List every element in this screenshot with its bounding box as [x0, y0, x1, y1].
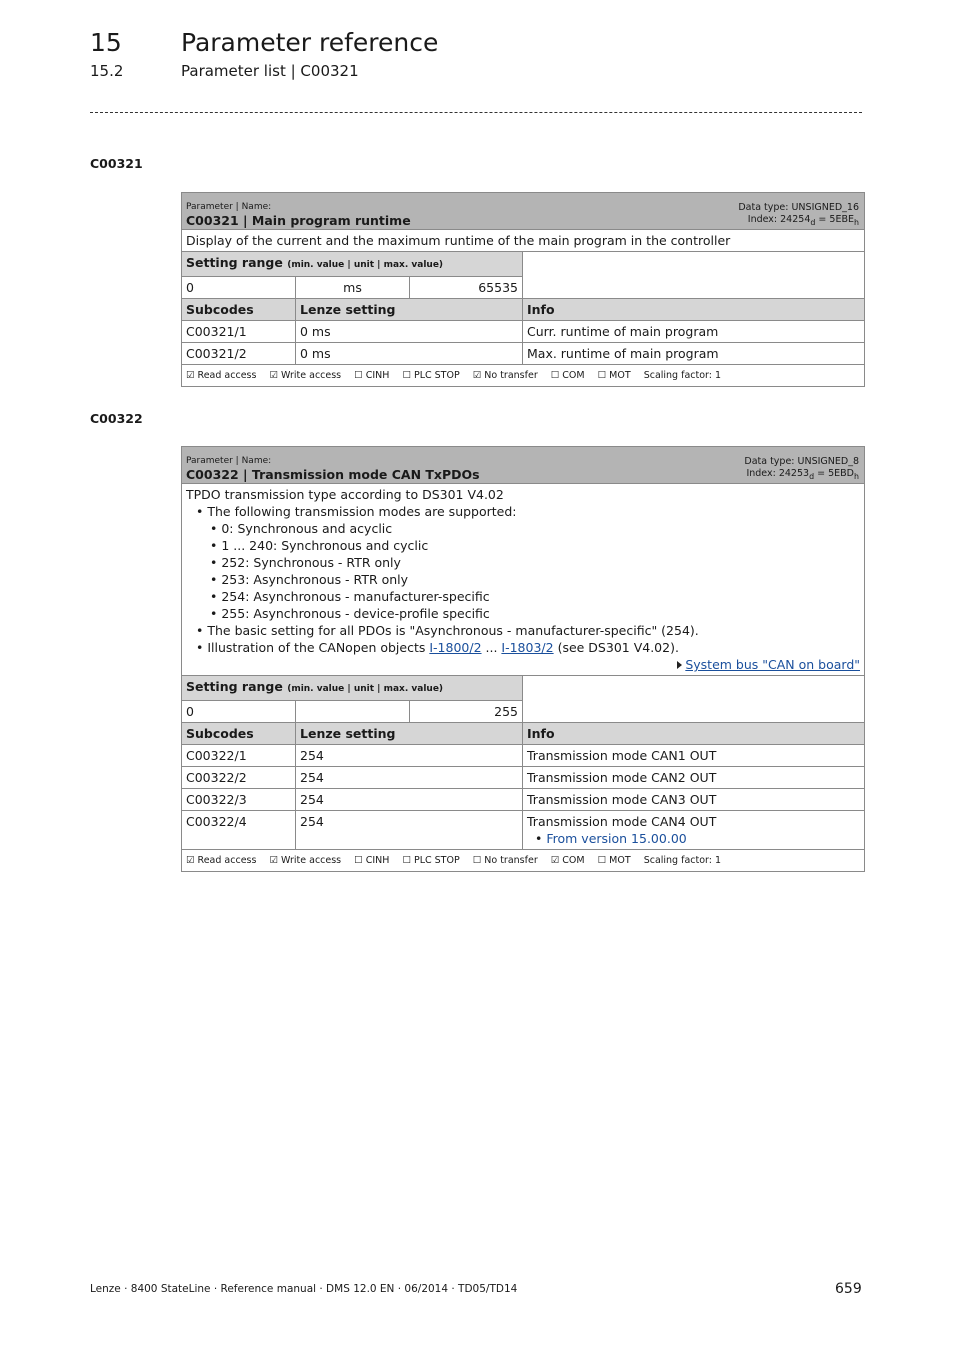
version-note: • From version 15.00.00: [535, 831, 687, 846]
list-item: • 252: Synchronous - RTR only: [210, 555, 401, 570]
info: [523, 811, 865, 850]
list-item: • 1 ... 240: Synchronous and cyclic: [210, 538, 429, 553]
c00321-data-type: Data type: UNSIGNED_16: [738, 202, 859, 213]
info: Transmission mode CAN2 OUT: [523, 767, 865, 789]
table-row: [182, 343, 865, 365]
c00321-heading: C00321: [90, 156, 143, 171]
chapter-number: 15: [90, 28, 122, 57]
c00322-setting-range-label: Setting range (min. value | unit | max. value): [182, 676, 523, 701]
lenze-setting: 254: [296, 811, 523, 850]
info: Transmission mode CAN3 OUT: [523, 789, 865, 811]
mot-flag: ☐ MOT: [597, 370, 631, 381]
lenze-setting: 254: [296, 745, 523, 767]
c00322-heading: C00322: [90, 411, 143, 426]
c00321-description: Display of the current and the maximum runtime of the main program in the controller: [182, 230, 865, 252]
list-item: • Illustration of the CANopen objects I-1800/2 ... I-1803/2 (see DS301 V4.02).: [196, 640, 679, 655]
col-lenze-setting: Lenze setting: [296, 299, 523, 321]
section-number: 15.2: [90, 62, 124, 80]
c00322-range-max: 255: [410, 701, 523, 723]
param-name-label: Parameter | Name:: [186, 456, 272, 466]
col-subcodes: Subcodes: [182, 723, 296, 745]
write-access-flag: ☑ Write access: [269, 370, 342, 381]
mot-flag: ☐ MOT: [597, 855, 631, 866]
subcode: C00321/2: [182, 343, 296, 365]
subcode: C00322/1: [182, 745, 296, 767]
lenze-setting: 0 ms: [296, 321, 523, 343]
lenze-setting: 254: [296, 789, 523, 811]
link-i-1800-2[interactable]: I-1800/2: [429, 640, 482, 655]
header-divider: [90, 112, 862, 113]
c00322-range-min: 0: [182, 701, 296, 723]
scaling-factor: Scaling factor: 1: [643, 370, 722, 381]
list-item: • 253: Asynchronous - RTR only: [210, 572, 409, 587]
c00321-table: [181, 192, 865, 387]
c00322-title: C00322 | Transmission mode CAN TxPDOs: [186, 467, 480, 482]
c00321-header: [182, 193, 865, 230]
read-access-flag: ☑ Read access: [186, 370, 257, 381]
arrow-right-icon: [677, 661, 682, 669]
c00321-index: Index: $24254_d = 5EBE_h$: [747, 214, 859, 227]
info: Max. runtime of main program: [523, 343, 865, 365]
read-access-flag: ☑ Read access: [186, 855, 257, 866]
no-transfer-flag: ☑ No transfer: [472, 370, 538, 381]
subcode: C00322/4: [182, 811, 296, 850]
version-link[interactable]: From version 15.00.00: [546, 831, 687, 846]
c00321-range-min: 0: [182, 277, 296, 299]
c00322-table: [181, 446, 865, 872]
c00321-range-max: 65535: [410, 277, 523, 299]
com-flag: ☐ COM: [550, 370, 585, 381]
c00322-description: [182, 484, 865, 676]
page-number: 659: [835, 1281, 862, 1297]
chapter-title: Parameter reference: [181, 28, 439, 57]
table-row: [182, 767, 865, 789]
list-item: • The following transmission modes are supported:: [196, 504, 517, 519]
c00321-attributes: [182, 365, 865, 387]
info: Transmission mode CAN1 OUT: [523, 745, 865, 767]
table-row: [182, 789, 865, 811]
col-info: Info: [523, 299, 865, 321]
description-intro: TPDO transmission type according to DS301 V4.02: [186, 487, 504, 502]
system-bus-link[interactable]: System bus "CAN on board": [685, 657, 860, 672]
col-lenze-setting: Lenze setting: [296, 723, 523, 745]
c00322-header: [182, 447, 865, 484]
c00322-index: Index: $24253_d = 5EBD_h$: [746, 468, 859, 481]
list-item: • 255: Asynchronous - device-profile specific: [210, 606, 490, 621]
c00321-range-unit: ms: [296, 277, 410, 299]
cinh-flag: ☐ CINH: [354, 370, 390, 381]
plc-stop-flag: ☐ PLC STOP: [402, 370, 460, 381]
c00322-range-blank: [523, 676, 865, 723]
c00322-range-unit: [296, 701, 410, 723]
no-transfer-flag: ☐ No transfer: [472, 855, 538, 866]
c00322-attributes: [182, 850, 865, 872]
com-flag: ☑ COM: [550, 855, 585, 866]
table-row: [182, 321, 865, 343]
col-info: Info: [523, 723, 865, 745]
write-access-flag: ☑ Write access: [269, 855, 342, 866]
reference-link-row: [186, 656, 860, 673]
col-subcodes: Subcodes: [182, 299, 296, 321]
link-i-1803-2[interactable]: I-1803/2: [501, 640, 554, 655]
lenze-setting: 0 ms: [296, 343, 523, 365]
cinh-flag: ☐ CINH: [354, 855, 390, 866]
subcode: C00322/3: [182, 789, 296, 811]
scaling-factor: Scaling factor: 1: [643, 855, 722, 866]
list-item: • 254: Asynchronous - manufacturer-specific: [210, 589, 490, 604]
param-name-label: Parameter | Name:: [186, 202, 272, 212]
lenze-setting: 254: [296, 767, 523, 789]
info: Curr. runtime of main program: [523, 321, 865, 343]
c00321-setting-range-label: Setting range (min. value | unit | max. value): [182, 252, 523, 277]
list-item: • 0: Synchronous and acyclic: [210, 521, 393, 536]
page-footer-text: Lenze · 8400 StateLine · Reference manual · DMS 12.0 EN · 06/2014 · TD05/TD14: [90, 1283, 518, 1295]
table-row: [182, 811, 865, 850]
plc-stop-flag: ☐ PLC STOP: [402, 855, 460, 866]
section-title: Parameter list | C00321: [181, 62, 359, 80]
info-text: Transmission mode CAN4 OUT: [527, 814, 717, 829]
table-row: [182, 745, 865, 767]
subcode: C00321/1: [182, 321, 296, 343]
c00321-range-blank: [523, 252, 865, 299]
subcode: C00322/2: [182, 767, 296, 789]
c00321-title: C00321 | Main program runtime: [186, 213, 411, 228]
c00322-data-type: Data type: UNSIGNED_8: [744, 456, 859, 467]
list-item: • The basic setting for all PDOs is "Asynchronous - manufacturer-specific" (254).: [196, 623, 699, 638]
